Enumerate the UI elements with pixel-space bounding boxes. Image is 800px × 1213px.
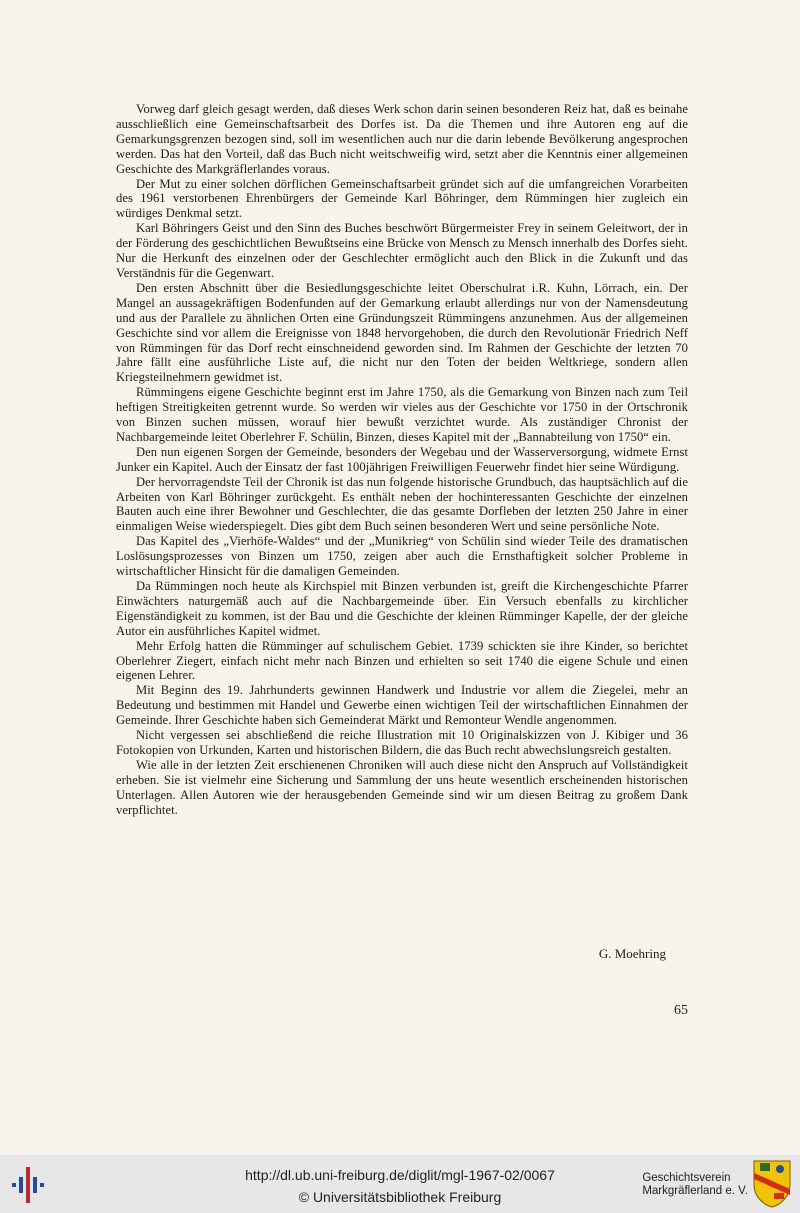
paragraph: Den ersten Abschnitt über die Besiedlungsgeschichte leitet Oberschulrat i.R. Kuhn, Lörrach, ein. Der Mangel an aussagekräftigen Bodenfunden auf der Gemarkung erlaubt allerdings nur von der Namensdeutung und aus der Parallele zu ähnlichen Orten eine Gründungszeit Rümmingens anzunehmen. Aus der allgemeinen Geschichte sind vor allem die Ereignisse von 1848 hervorgehoben, die durch den Revolutionär Friedrich Neff von Rümmingen für das Dorf recht einschneidend geworden sind. Im Rahmen der Geschichte der letzten 70 Jahre fällt eine ausführliche Liste auf, die nicht nur den Toten der beiden Weltkriege, sondern allen Kriegsteilnehmern gewidmet ist. [116,280,688,385]
paragraph: Mehr Erfolg hatten die Rümminger auf schulischem Gebiet. 1739 schickten sie ihre Kinder, so berichtet Oberlehrer Ziegert, einfach nicht mehr nach Binzen und erhielten so seit 1740 die eigene Schule und einen eigenen Lehrer. [116,638,688,683]
society-name [642,1172,748,1198]
paragraph: Rümmingens eigene Geschichte beginnt erst im Jahre 1750, als die Gemarkung von Binzen nach zum Teil heftigen Streitigkeiten getrennt wurde. So werden wir vieles aus der Geschichte vor 1750 in der Ortschronik von Binzen suchen müssen, worauf hier bewußt verzichtet wurde. Als zuständiger Chronist der Nachbargemeinde leitet Oberlehrer F. Schülin, Binzen, dieses Kapitel mit der „Bannabteilung von 1750“ ein. [116,385,688,444]
paragraph: Der hervorragendste Teil der Chronik ist das nun folgende historische Grundbuch, das hauptsächlich auf die Arbeiten von Karl Böhringer zurückgeht. Es enthält neben der hochinteressanten Geschichte der einzelnen Bauten auch eine ihrer Bewohner und Geschlechter, die das gesamte Dorfleben der letzten 250 Jahre in einer einmaligen Weise wiederspiegelt. Dies gibt dem Buch seinen besonderen Wert und seine persönliche Note. [116,474,688,534]
paragraph: Den nun eigenen Sorgen der Gemeinde, besonders der Wegebau und der Wasserversorgung, widmete Ernst Junker ein Kapitel. Auch der Einsatz der fast 100jährigen Freiwilligen Feuerwehr findet hier seine Würdigung. [116,444,688,474]
author-signature: G. Moehring [598,946,666,961]
paragraph: Das Kapitel des „Vierhöfe-Waldes“ und der „Munikrieg“ von Schülin sind wieder Teile des dramatischen Loslösungsprozesses von Binzen um 1750, zeigen aber auch die Ernsthaftigkeit solcher Probleme in wirtschaftlicher Hinsicht für die damaligen Gemeinden. [116,534,688,579]
review-text [116,102,688,818]
paragraph: Wie alle in der letzten Zeit erschienenen Chroniken will auch diese nicht den Anspruch auf Vollständigkeit erheben. Sie ist vielmehr eine Sicherung und Sammlung der uns heute wesentlich erscheinenden historischen Unterlagen. Allen Autoren wie der herausgebenden Gemeinde sind wir um diesen Beitrag zu großem Dank verpflichtet. [116,757,688,817]
society-name-line2: Markgräflerland e. V. [642,1185,748,1197]
coat-of-arms-icon [752,1159,792,1209]
document-url-link[interactable]: http://dl.ub.uni-freiburg.de/diglit/mgl-1967-02/0067 [245,1167,555,1183]
paragraph: Nicht vergessen sei abschließend die reiche Illustration mit 10 Originalskizzen von J. Kibiger und 36 Fotokopien von Urkunden, Karten und historischen Bildern, die das Buch recht abwechslungsreich gestalten. [116,728,688,757]
paragraph: Der Mut zu einer solchen dörflichen Gemeinschaftsarbeit gründet sich auf die umfangreichen Vorarbeiten des 1961 verstorbenen Ehrenbürgers der Gemeinde Karl Böhringer, dem Rümmingen hier zugleich ein würdiges Denkmal setzt. [116,176,688,221]
page-number: 65 [674,1003,688,1018]
society-name-line1: Geschichtsverein [642,1172,731,1184]
paragraph: Karl Böhringers Geist und den Sinn des Buches beschwört Bürgermeister Frey in seinem Geleitwort, der in der Förderung des geschichtlichen Bewußtseins eine Brücke von Mensch zu Mensch innerhalb des Dorfes sieht. Nur die Herkunft des einzelnen oder der Geschlechter ermöglicht auch den Blick in die Zukunft und das Verständnis für die Gegenwart. [116,221,688,280]
paragraph: Mit Beginn des 19. Jahrhunderts gewinnen Handwerk und Industrie vor allem die Ziegelei, mehr an Bedeutung und bestimmen mit Handel und Gewerbe einen wichtigen Teil der wirtschaftlichen Einnahmen der Gemeinde. Ihrer Geschichte haben sich Gemeinderat Märkt und Remonteur Wendle angenommen. [116,683,688,728]
paragraph: Vorweg darf gleich gesagt werden, daß dieses Werk schon darin seinen besonderen Reiz hat, daß es beinahe ausschließlich eine Gemeinschaftsarbeit des Dorfes ist. Da die Themen und ihre Autoren eng auf die Gemarkungsgrenzen bezogen sind, soll im wesentlichen auch nur die darin lebende Bevölkerung angesprochen werden. Das hat den Vorteil, daß das Buch nicht weitschweifig wird, setzt aber die Kenntnis einer allgemeinen Geschichte des Markgräflerlandes voraus. [116,102,688,176]
copyright-notice: © Universitätsbibliothek Freiburg [298,1189,502,1205]
footer-bar [0,1155,800,1213]
paragraph: Da Rümmingen noch heute als Kirchspiel mit Binzen verbunden ist, greift die Kirchengeschichte Pfarrer Einwächters naturgemäß auch auf die Nachbargemeinde über. Ein Versuch ebenfalls zu kirchlicher Eigenständigkeit zu kommen, ist der Bau und die Geschichte der kleinen Rümminger Kapelle, der der gleiche Autor ein ausführliches Kapitel widmet. [116,579,688,638]
